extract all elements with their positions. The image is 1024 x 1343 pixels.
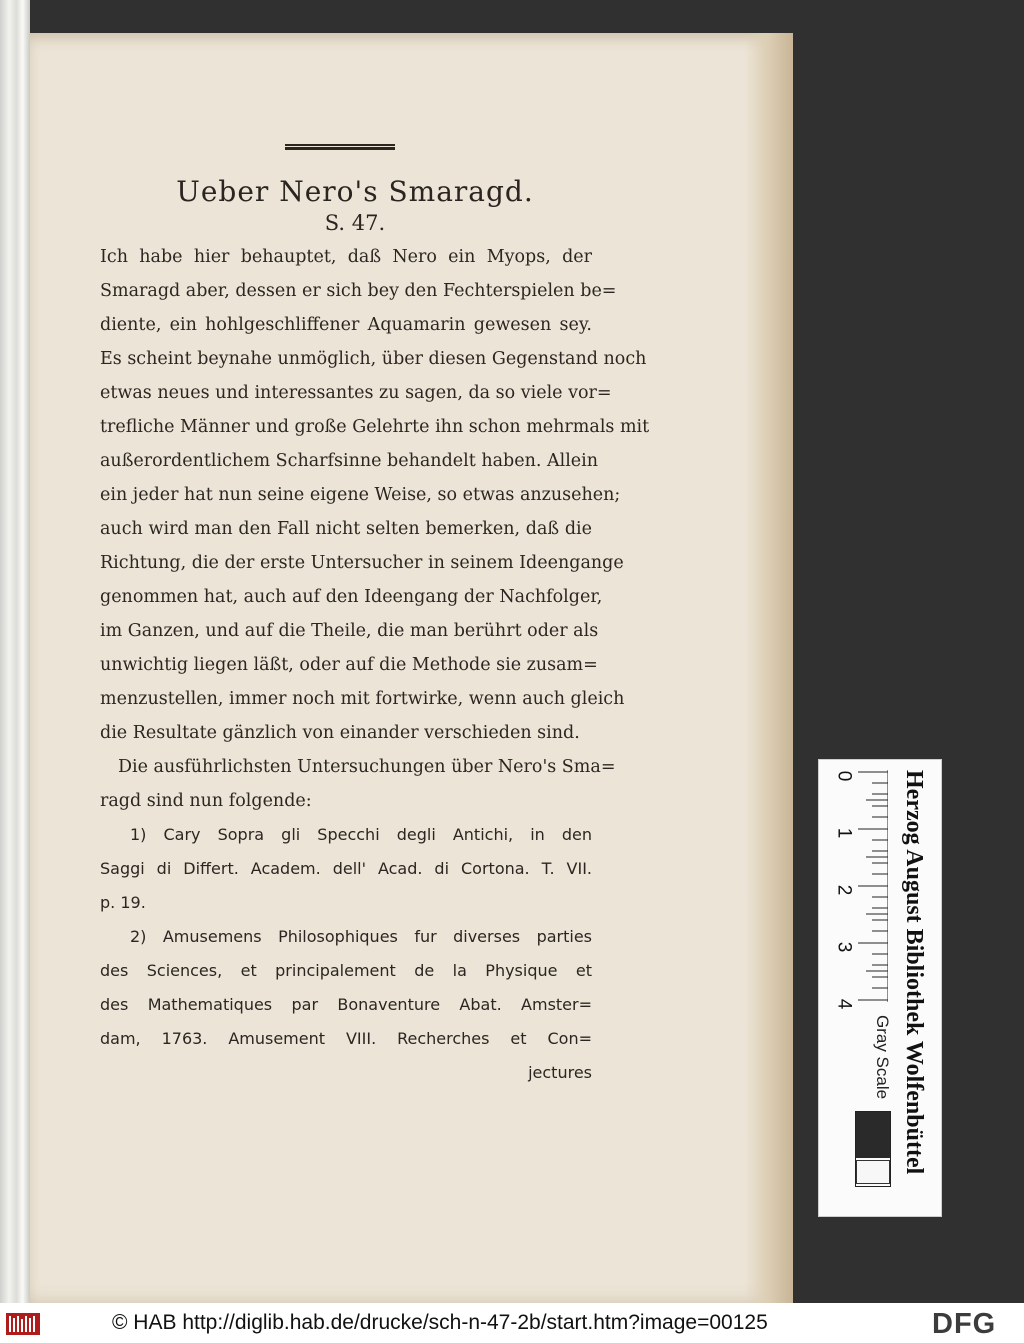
paragraph-2 xyxy=(100,750,616,818)
footer-bar xyxy=(0,1303,1024,1343)
dfg-logo: DFG xyxy=(932,1308,997,1340)
text-line: unwichtig liegen läßt, oder auf die Methode sie zusam= xyxy=(100,655,598,675)
text-line: dam, 1763. Amusement VIII. Recherches et Con= xyxy=(100,1029,592,1048)
text-line: Ich habe hier behauptet, daß Nero ein Myops, der xyxy=(100,247,592,267)
text-line: des Mathematiques par Bonaventure Abat. Amster= xyxy=(100,995,592,1014)
header-rule xyxy=(285,144,395,150)
source-url-link[interactable]: © HAB http://diglib.hab.de/drucke/sch-n-47-2b/start.htm?image=00125 xyxy=(112,1311,768,1334)
text-line: diente, ein hohlgeschliffener Aquamarin gewesen sey. xyxy=(100,315,592,335)
gray-patch-dark xyxy=(856,1112,890,1158)
gray-patch-light xyxy=(856,1160,890,1184)
library-name: Herzog August Bibliothek Wolfenbüttel xyxy=(901,770,927,1175)
reference-item-1 xyxy=(100,818,592,920)
library-logo-icon xyxy=(6,1313,40,1335)
text-line: ein jeder hat nun seine eigene Weise, so etwas anzusehen; xyxy=(100,485,621,505)
page-body-text xyxy=(100,240,650,1090)
text-line: 1) Cary Sopra gli Specchi degli Antichi, in den xyxy=(130,825,592,844)
text-line: Richtung, die der erste Untersucher in seinem Ideengange xyxy=(100,553,624,573)
reference-item-2 xyxy=(100,920,592,1056)
ruler-digit: 4 xyxy=(833,998,855,1010)
text-line: p. 19. xyxy=(100,893,146,912)
text-line: etwas neues und interessantes zu sagen, da so viele vor= xyxy=(100,383,612,403)
text-line: Smaragd aber, dessen er sich bey den Fechterspielen be= xyxy=(100,281,617,301)
text-line: trefliche Männer und große Gelehrte ihn schon mehrmals mit xyxy=(100,417,650,437)
gray-scale-label: Gray Scale xyxy=(873,1015,892,1100)
text-line: 2) Amusemens Philosophiques fur diverses parties xyxy=(130,927,592,946)
text-line: ragd sind nun folgende: xyxy=(100,791,312,811)
section-heading: S. 47. xyxy=(324,211,386,235)
text-line: genommen hat, auch auf den Ideengang der Nachfolger, xyxy=(100,587,603,607)
book-gutter-strip xyxy=(0,0,30,1303)
text-line: außerordentlichem Scharfsinne behandelt haben. Allein xyxy=(100,451,599,471)
page-edge-shadow xyxy=(745,33,793,1303)
text-line: Saggi di Differt. Academ. dell' Acad. di Cortona. T. VII. xyxy=(100,859,592,878)
ruler-ticks xyxy=(858,770,888,1005)
text-line: im Ganzen, und auf die Theile, die man berührt oder als xyxy=(100,621,599,641)
text-line: auch wird man den Fall nicht selten bemerken, daß die xyxy=(100,519,592,539)
text-line: menzustellen, immer noch mit fortwirke, wenn auch gleich xyxy=(100,689,625,709)
text-line: Es scheint beynahe unmöglich, über diesen Gegenstand noch xyxy=(100,349,647,369)
ruler-digit: 0 xyxy=(833,770,855,782)
paragraph-1 xyxy=(100,240,650,750)
ruler-digit: 2 xyxy=(833,884,855,896)
ruler-digit: 1 xyxy=(833,827,855,839)
text-line: des Sciences, et principalement de la Physique et xyxy=(100,961,592,980)
text-line: die Resultate gänzlich von einander verschieden sind. xyxy=(100,723,580,743)
catchword: jectures xyxy=(528,1063,592,1082)
text-line: Die ausführlichsten Untersuchungen über Nero's Sma= xyxy=(118,757,616,777)
ruler-digit: 3 xyxy=(833,941,855,953)
page-title: Ueber Nero's Smaragd. xyxy=(176,175,534,208)
